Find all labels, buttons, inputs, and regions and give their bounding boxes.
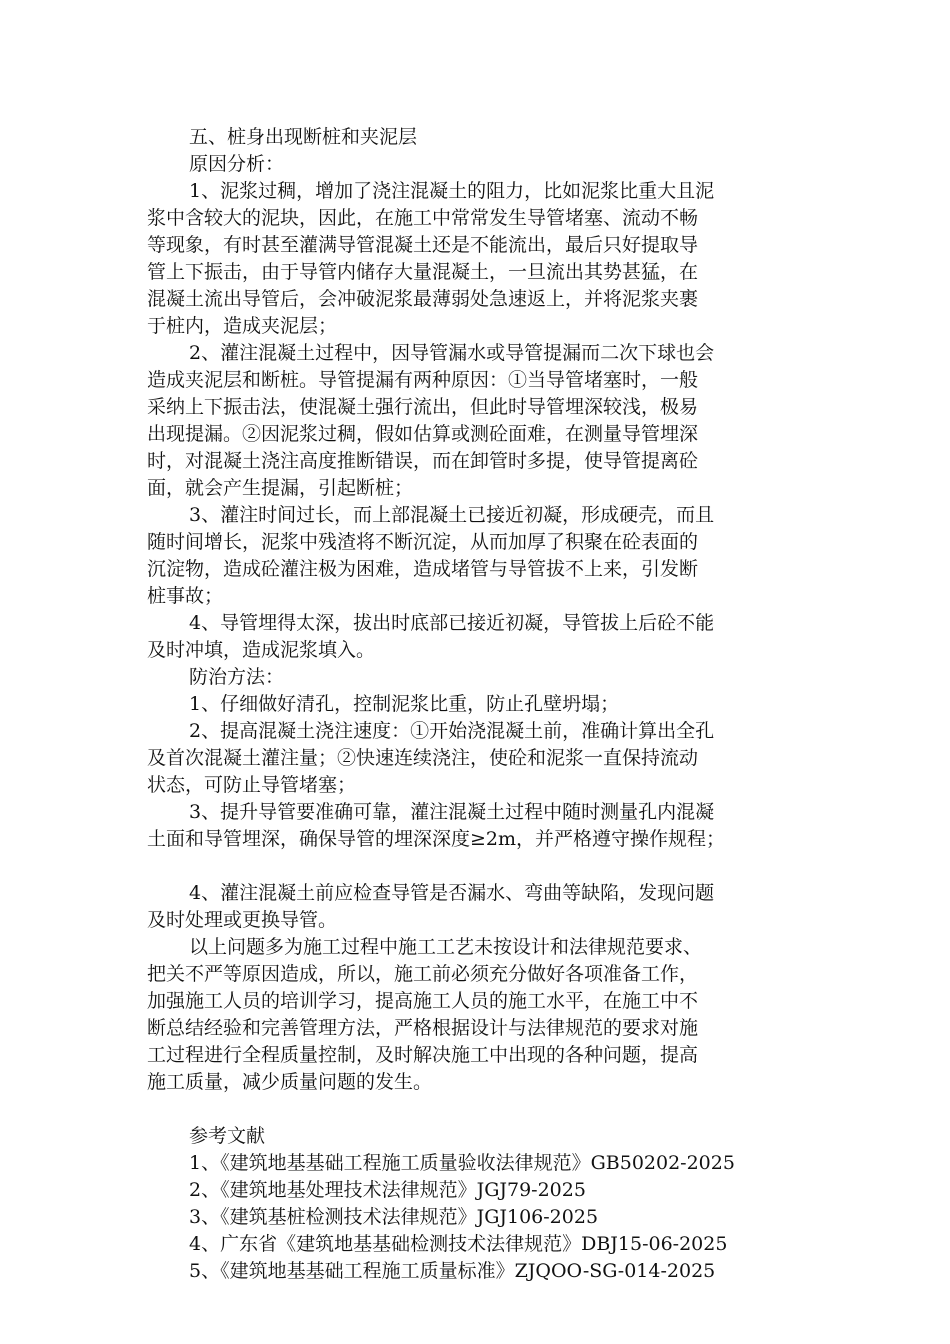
paragraph-line: 随时间增长，泥浆中残渣将不断沉淀，从而加厚了积聚在砼表面的 [147, 531, 699, 553]
reference-item: 4、广东省《建筑地基基础检测技术法律规范》DBJ15-06-2025 [189, 1233, 728, 1255]
paragraph-line: 4、导管埋得太深，拔出时底部已接近初凝，导管拔上后砼不能 [189, 612, 715, 634]
paragraph-line: 2、灌注混凝土过程中，因导管漏水或导管提漏而二次下球也会 [189, 342, 715, 364]
reference-item: 2、《建筑地基处理技术法律规范》JGJ79-2025 [189, 1179, 586, 1201]
paragraph-line: 加强施工人员的培训学习，提高施工人员的施工水平，在施工中不 [147, 990, 699, 1012]
prevention-body [147, 691, 807, 934]
paragraph-line: 及时处理或更换导管。 [147, 909, 338, 931]
paragraph-line: 及时冲填，造成泥浆填入。 [147, 639, 376, 661]
paragraph-line: 面，就会产生提漏，引起断桩； [147, 477, 414, 499]
reference-item: 5、《建筑地基基础工程施工质量标准》ZJQOO-SG-014-2025 [189, 1260, 716, 1282]
references-heading: 参考文献 [189, 1125, 266, 1147]
paragraph-line: 1、仔细做好清孔，控制泥浆比重，防止孔壁坍塌； [189, 693, 620, 715]
references-list [147, 1150, 807, 1285]
paragraph-line: 混凝土流出导管后，会冲破泥浆最薄弱处急速返上，并将泥浆夹裹 [147, 288, 699, 310]
paragraph-line: 土面和导管埋深，确保导管的埋深深度≥2m，并严格遵守操作规程； [147, 828, 726, 850]
paragraph-line: 等现象，有时甚至灌满导管混凝土还是不能流出，最后只好提取导 [147, 234, 699, 256]
reference-item: 3、《建筑基桩检测技术法律规范》JGJ106-2025 [189, 1206, 599, 1228]
paragraph-line: 采纳上下振击法，使混凝土强行流出，但此时导管埋深较浅，极易 [147, 396, 699, 418]
summary-body [147, 934, 807, 1096]
paragraph-line: 4、灌注混凝土前应检查导管是否漏水、弯曲等缺陷，发现问题 [189, 882, 715, 904]
blank-line [147, 1096, 807, 1123]
paragraph-line: 出现提漏。②因泥浆过稠，假如估算或测砼面难，在测量导管埋深 [147, 423, 699, 445]
paragraph-line: 2、提高混凝土浇注速度：①开始浇混凝土前，准确计算出全孔 [189, 720, 715, 742]
reference-item: 1、《建筑地基基础工程施工质量验收法律规范》GB50202-2025 [189, 1152, 735, 1174]
paragraph-line: 施工质量，减少质量问题的发生。 [147, 1071, 433, 1093]
paragraph-line: 及首次混凝土灌注量；②快速连续浇注，使砼和泥浆一直保持流动 [147, 747, 699, 769]
paragraph-line: 桩事故； [147, 585, 224, 607]
blank-line [147, 853, 807, 880]
paragraph-line: 1、泥浆过稠，增加了浇注混凝土的阻力，比如泥浆比重大且泥 [189, 180, 715, 202]
analysis-heading: 原因分析： [189, 153, 285, 175]
analysis-body [147, 178, 807, 664]
paragraph-line: 于桩内，造成夹泥层； [147, 315, 338, 337]
prevention-heading: 防治方法： [189, 666, 285, 688]
paragraph-line: 断总结经验和完善管理方法，严格根据设计与法律规范的要求对施 [147, 1017, 699, 1039]
section-title: 五、桩身出现断桩和夹泥层 [189, 126, 418, 148]
paragraph-line: 工过程进行全程质量控制，及时解决施工中出现的各种问题，提高 [147, 1044, 699, 1066]
document-page [147, 124, 807, 1285]
paragraph-line: 管上下振击，由于导管内储存大量混凝土，一旦流出其势甚猛，在 [147, 261, 699, 283]
paragraph-line: 造成夹泥层和断桩。导管提漏有两种原因：①当导管堵塞时，一般 [147, 369, 699, 391]
paragraph-line: 3、灌注时间过长，而上部混凝土已接近初凝，形成硬壳，而且 [189, 504, 715, 526]
paragraph-line: 以上问题多为施工过程中施工工艺未按设计和法律规范要求、 [189, 936, 703, 958]
paragraph-line: 3、提升导管要准确可靠，灌注混凝土过程中随时测量孔内混凝 [189, 801, 715, 823]
paragraph-line: 把关不严等原因造成，所以，施工前必须充分做好各项准备工作， [147, 963, 699, 985]
paragraph-line: 浆中含较大的泥块，因此，在施工中常常发生导管堵塞、流动不畅 [147, 207, 699, 229]
paragraph-line: 时，对混凝土浇注高度推断错误，而在卸管时多提，使导管提离砼 [147, 450, 699, 472]
paragraph-line: 沉淀物，造成砼灌注极为困难，造成堵管与导管拔不上来，引发断 [147, 558, 699, 580]
paragraph-line: 状态，可防止导管堵塞； [147, 774, 357, 796]
